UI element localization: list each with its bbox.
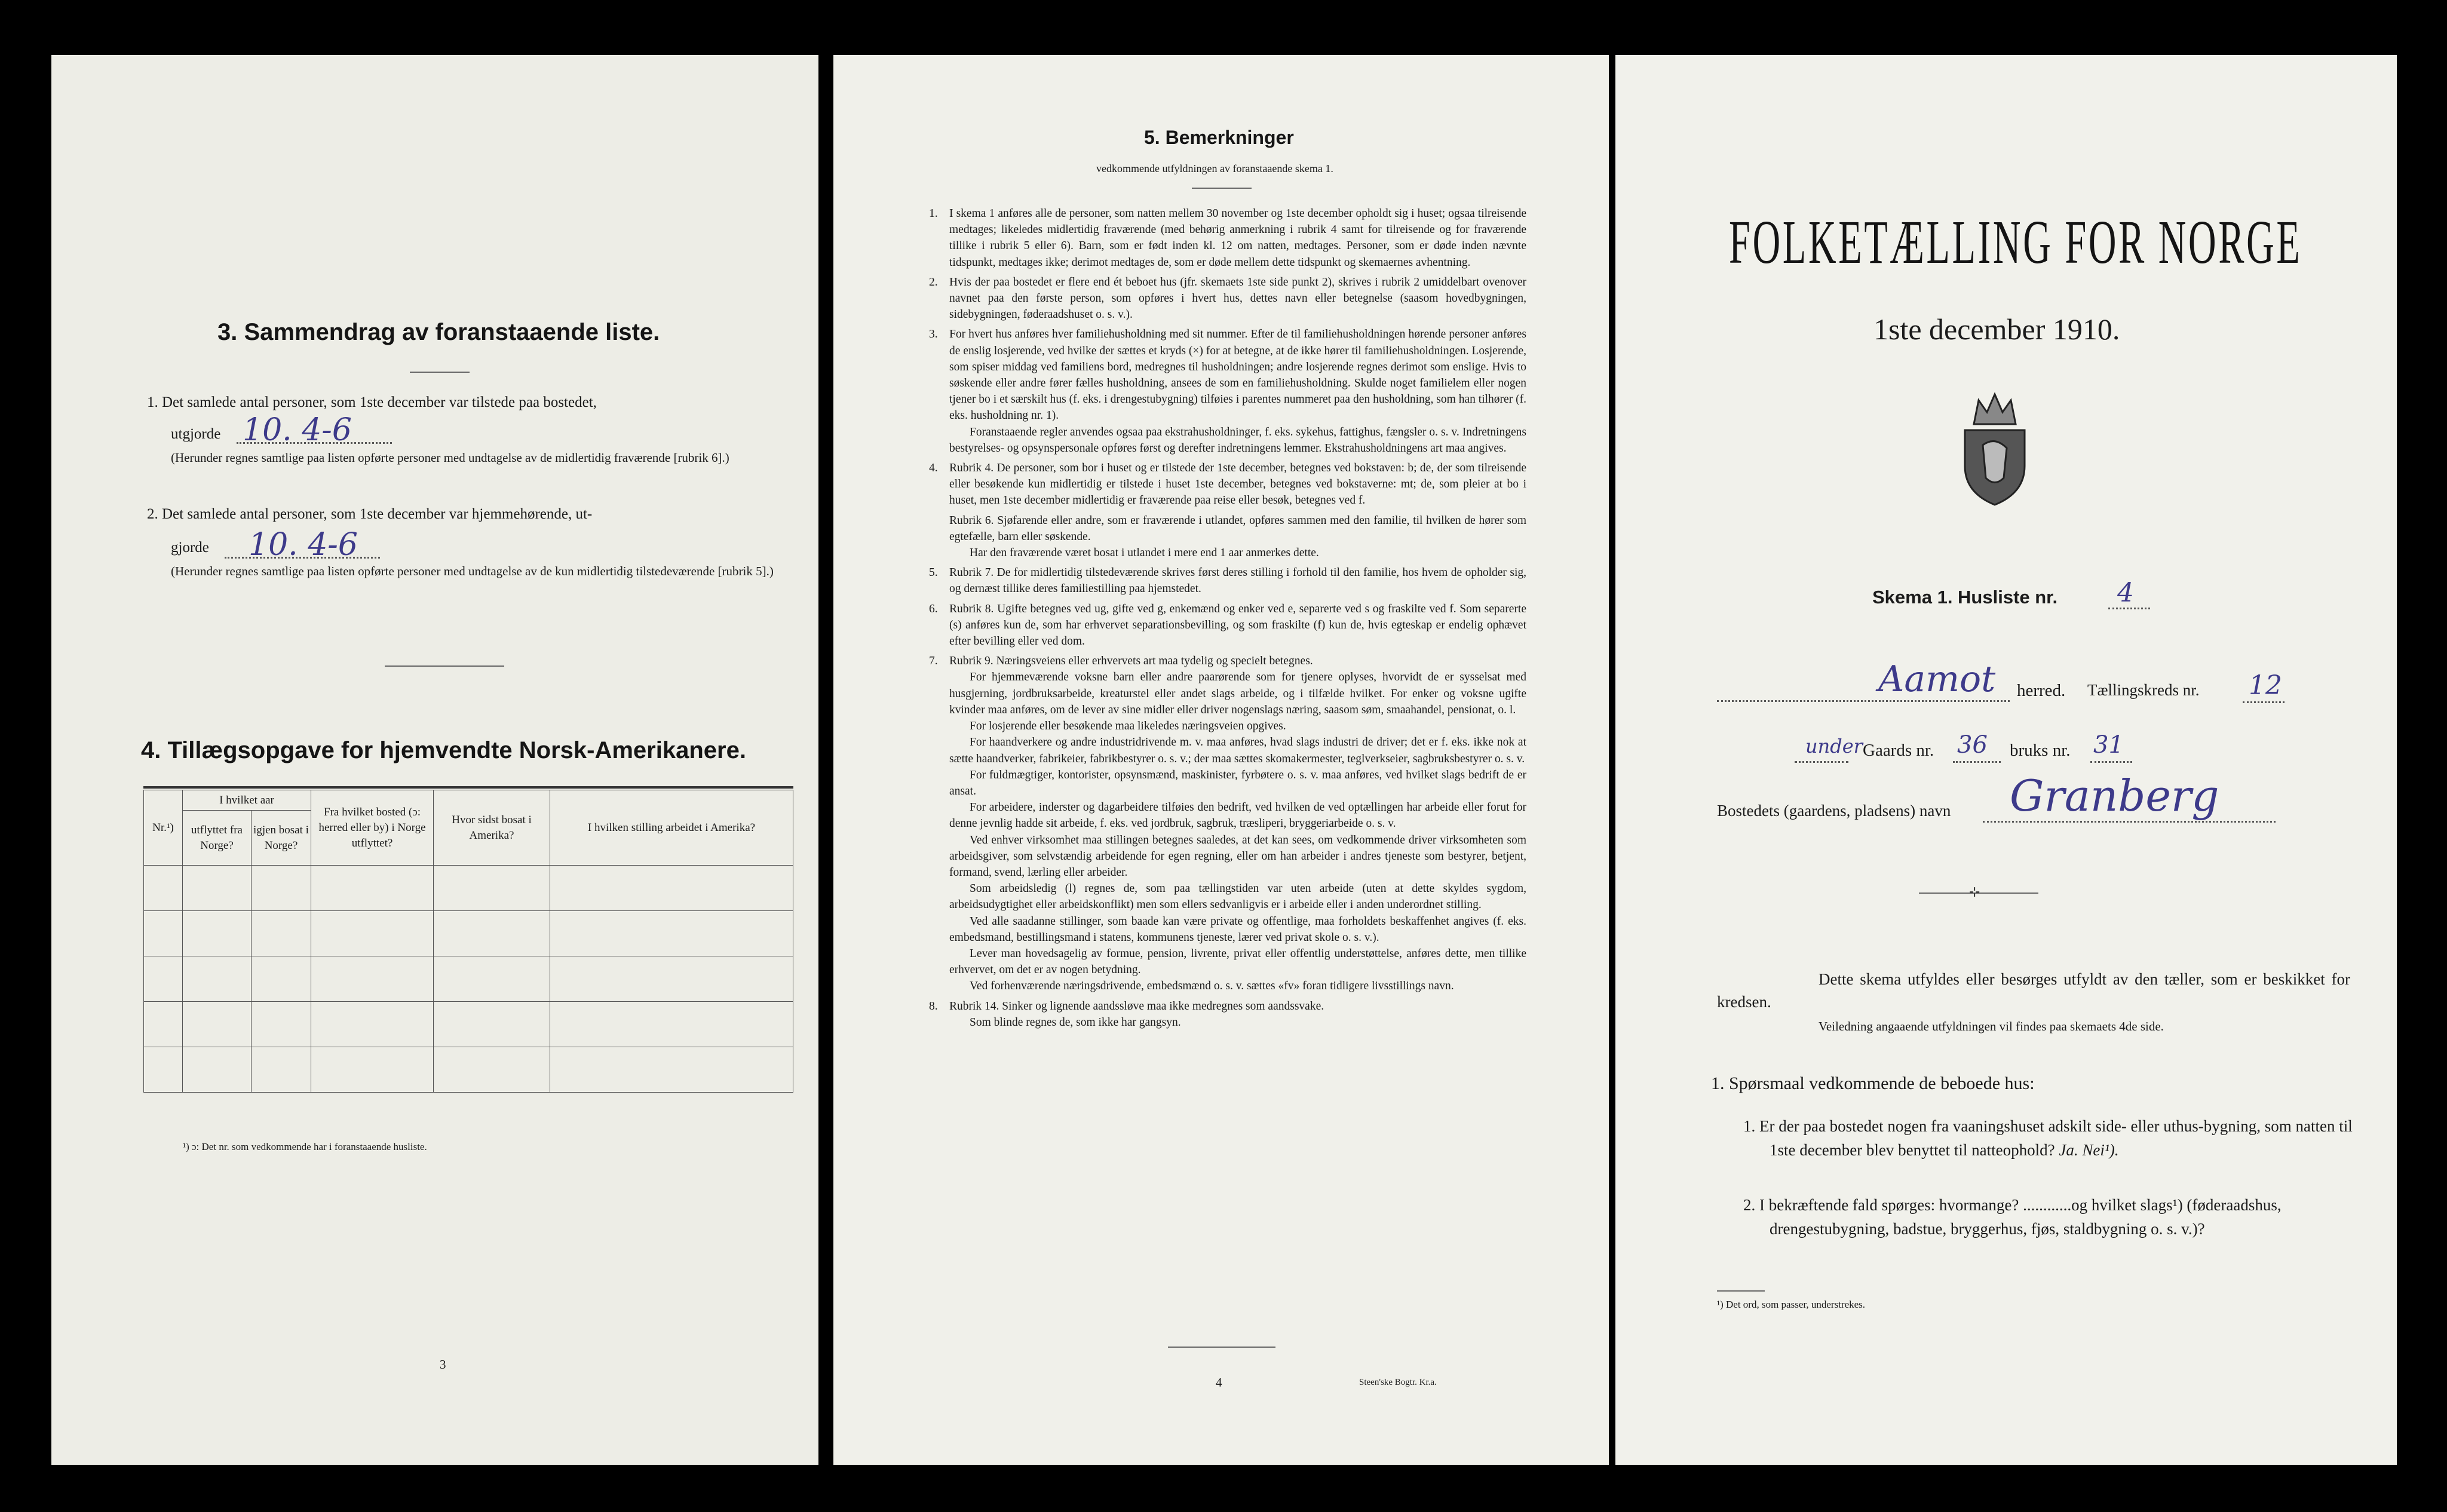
col-position: I hvilken stilling arbeidet i Amerika? xyxy=(550,790,793,866)
q1-note: (Herunder regnes samtlige paa listen opførte personer med undtagelse av de midlertidig fraværende [rubrik 6].) xyxy=(171,450,729,465)
col-nr: Nr.¹) xyxy=(144,790,183,866)
remark-item: 3. For hvert hus anføres hver familiehusholdning med sit nummer. Efter de til familiehusholdningen hørende personer anføres de enslig losjerende, ved hvilke der sættes et kryds (×) for at betegne, at de ikke hører til familiehusholdningen. Losjerende, som spiser middag ved familiens bord, medregnes til husholdningen; andre losjerende regnes derimot som enslige. Hvis to søskende eller andre fører fælles husholdning, ansees de som en familiehusholdning. Skulde noget familielem eller nogen tjener bo i et særskilt hus (f. eks. i drengestubygning) tilføies i parentes nummeret paa den husholdning, som han tilhører (f. eks. husholdning nr. 1). xyxy=(929,328,1526,422)
question-2: 2. I bekræftende fald spørges: hvormange? ............og hvilket slags¹) (føderaadshus, drengestubygning, badstue, bryggerhus, fjøs, staldbygning o. s. v.)? xyxy=(1743,1196,2282,1238)
q2-line: 2. Det samlede antal personer, som 1ste december var hjemmehørende, ut- xyxy=(147,506,593,522)
remarks-list xyxy=(929,206,1526,1031)
fill-line xyxy=(1795,761,1848,763)
remarks-heading: 5. Bemerkninger xyxy=(1144,127,1294,148)
bruk-label: bruks nr. xyxy=(2010,741,2071,760)
table-row xyxy=(144,866,793,911)
gaard-prefix-handwritten: under xyxy=(1805,735,1863,757)
remark-item: 7. Rubrik 9. Næringsveiens eller erhvervets art maa tydelig og specielt betegnes. xyxy=(929,655,1313,668)
remark-item: 8. Rubrik 14. Sinker og lignende aandssløve maa ikke medregnes som aandssvake. xyxy=(929,999,1324,1013)
divider xyxy=(1192,188,1252,189)
section3-heading: 3. Sammendrag av foranstaaende liste. xyxy=(217,319,660,345)
footnote: ¹) Det ord, som passer, understrekes. xyxy=(1717,1299,1866,1310)
table-row xyxy=(144,956,793,1002)
remark-item: 5. Rubrik 7. De for midlertidig tilstedeværende skrives først deres stilling i forhold til den familie, hos hvem de opholder sig, og dernæst tillike deres familiestilling paa hjemstedet. xyxy=(929,566,1526,596)
fill-line xyxy=(2090,761,2132,763)
schema-label: Skema 1. Husliste nr. xyxy=(1872,587,2058,608)
page-middle xyxy=(833,55,1609,1465)
col-from: Fra hvilket bosted (ɔ: herred eller by) i Norge utflyttet? xyxy=(311,790,434,866)
fill-line xyxy=(1717,700,2010,702)
remark-item: 4. Rubrik 4. De personer, som bor i huset og er tilstede der 1ste december, betegnes ved bokstaven: b; de, der som tilreisende eller besøkende kun midlertidig er tilstede i huset 1ste december, betegnes ved bokstaverne: mt; de, som pleier at bo i huset, men 1ste december midlertidig er fraværende paa reise eller besøk, betegnes ved f. xyxy=(929,462,1526,507)
q2-handwritten-value: 10. 4-6 xyxy=(249,527,358,563)
page-left xyxy=(51,55,818,1465)
remark-item: For hjemmeværende voksne barn eller andre paarørende som for tjenere oplyses, hvorvidt de er sysselsat med husgjerning, jordbruksarbeide, kreaturstel eller andet slags arbeide, og i tilfælde hvilket. For enker og voksne ugifte kvinder maa anføres, om de lever av sine midler eller driver nogenslags næring, saasom søm, smaahandel, pensionat, o. l. xyxy=(949,671,1526,716)
gaard-handwritten-value: 36 xyxy=(1957,731,1988,759)
bruk-handwritten-value: 31 xyxy=(2093,731,2124,759)
page-right xyxy=(1615,55,2397,1465)
norsk-amerikanere-table xyxy=(143,790,793,1093)
remark-item: Som arbeidsledig (l) regnes de, som paa tællingstiden var uten arbeide (uten at dette skyldes sygdom, arbeidsudygtighet eller arbeidskonflikt) men som ellers sedvanligvis er i arbeide eller i anden underordnet stilling. xyxy=(949,882,1526,912)
remark-item: Ved forhenværende næringsdrivende, embedsmænd o. s. v. sættes «fv» foran tidligere livsstillings navn. xyxy=(970,980,1454,993)
page-number: 4 xyxy=(1216,1375,1222,1390)
census-title: FOLKETÆLLING FOR NORGE xyxy=(1729,208,2302,277)
q1-handwritten-value: 10. 4-6 xyxy=(243,412,352,448)
divider xyxy=(385,665,504,667)
q1-line: 1. Det samlede antal personer, som 1ste december var tilstede paa bostedet, xyxy=(147,394,597,410)
question-1-answer: Ja. Nei¹). xyxy=(2059,1141,2119,1159)
divider xyxy=(1168,1347,1275,1348)
questions-heading: 1. Spørsmaal vedkommende de beboede hus: xyxy=(1711,1074,2035,1093)
col-where: Hvor sidst bosat i Amerika? xyxy=(434,790,550,866)
table-top-rule xyxy=(143,786,793,789)
remark-item: Rubrik 6. Sjøfarende eller andre, som er fraværende i utlandet, opføres sammen med den familie, til hvilken de hører som egtefælle, barn eller søskende. xyxy=(949,514,1526,543)
q2-prefix: gjorde xyxy=(171,539,209,556)
col-returned: igjen bosat i Norge? xyxy=(252,811,311,866)
fill-line xyxy=(1953,761,2001,763)
remark-item: Lever man hovedsagelig av formue, pension, livrente, privat eller offentlig understøttelse, anføres dette, men tillike erhvervet, om det er av nogen betydning. xyxy=(949,947,1526,977)
section4-heading: 4. Tillægsopgave for hjemvendte Norsk-Amerikanere. xyxy=(141,737,746,763)
remark-item: Foranstaaende regler anvendes ogsaa paa ekstrahusholdninger, f. eks. sykehus, fattighus, fængsler o. s. v. Indretningens bestyrelses- og opsynspersonale opføres først og derefter indretningens lemmer. Ekstrahusholdningens art maa angives. xyxy=(949,425,1526,455)
table-footnote: ¹) ɔ: Det nr. som vedkommende har i foranstaaende husliste. xyxy=(183,1141,427,1152)
gaard-label: Gaards nr. xyxy=(1863,741,1934,760)
table-row xyxy=(144,911,793,956)
remark-item: 1. I skema 1 anføres alle de personer, som natten mellem 30 november og 1ste december opholdt sig i huset; ogsaa tilreisende medtages; likeledes midlertidig fraværende (med behørig anmerkning i rubrik 4 samt for tilreisende og for fraværende tillike i rubrik 5 eller 6). Barn, som er født inden kl. 12 om natten, medtages. Personer, som er døde inden nævnte tidspunkt, medtages ikke; derimot medtages de, som er døde mellem dette tidspunkt og skemaernes avhentning. xyxy=(929,207,1526,269)
remark-item: 2. Hvis der paa bostedet er flere end ét beboet hus (jfr. skemaets 1ste side punkt 2), skrives i rubrik 2 umiddelbart ovenover navnet paa den første person, som opføres i hvert hus, dettes navn eller betegnelse (saasom hovedbygningen, sidebygningen, føderaadshuset o. s. v.). xyxy=(929,275,1526,321)
census-date: 1ste december 1910. xyxy=(1873,312,2120,346)
remark-item: Har den fraværende været bosat i utlandet i mere end 1 aar anmerkes dette. xyxy=(970,547,1319,560)
remark-item: For fuldmægtiger, kontorister, opsynsmænd, maskinister, fyrbøtere o. s. v. maa anføres, ved hvilket slags bedrift de er ansat. xyxy=(949,768,1526,798)
instruction-note: Veiledning angaaende utfyldningen vil findes paa skemaets 4de side. xyxy=(1819,1019,2164,1033)
printer-imprint: Steen'ske Bogtr. Kr.a. xyxy=(1359,1378,1437,1387)
question-1: 1. Er der paa bostedet nogen fra vaaningshuset adskilt side- eller uthus-bygning, som natten til 1ste december blev benyttet til natteophold? Ja. Nei¹). xyxy=(1743,1117,2353,1159)
q1-prefix: utgjorde xyxy=(171,426,221,442)
coat-of-arms-icon xyxy=(1956,388,2034,508)
herred-handwritten-value: Aamot xyxy=(1878,658,1996,700)
kreds-label: Tællingskreds nr. xyxy=(2087,681,2200,699)
col-year-group: I hvilket aar xyxy=(183,790,311,811)
remark-item: Som blinde regnes de, som ikke har gangsyn. xyxy=(970,1016,1181,1029)
divider xyxy=(1717,1290,1765,1292)
col-emigrated: utflyttet fra Norge? xyxy=(183,811,252,866)
fill-line xyxy=(1983,821,2276,823)
ornament: ⊹ xyxy=(1969,884,1980,899)
remark-item: Ved enhver virksomhet maa stillingen betegnes saaledes, at det kan sees, om vedkommende driver virksomheten som arbeidsgiver, som selvstændig arbeidende for egen regning, eller om han arbeider i andres tjeneste som bestyrer, betjent, formand, svend, lærling eller arbeider. xyxy=(949,833,1526,879)
bosted-label: Bostedets (gaardens, pladsens) navn xyxy=(1717,802,1951,820)
kreds-handwritten-value: 12 xyxy=(2249,670,2282,701)
bosted-handwritten-value: Granberg xyxy=(2010,771,2219,821)
instruction: Dette skema utfyldes eller besørges utfyldt av den tæller, som er beskikket for kredsen. xyxy=(1717,970,2350,1011)
remark-item: 6. Rubrik 8. Ugifte betegnes ved ug, gifte ved g, enkemænd og enker ved e, separerte ved s og fraskilte ved f. Som separerte (s) anføres kun de, som har erhvervet separationsbevilling, og som fraskilte (f) kun de, hvis egteskap er endelig ophævet efter bevilling eller ved dom. xyxy=(929,602,1526,648)
table-row xyxy=(144,1047,793,1093)
divider xyxy=(410,372,470,373)
schema-handwritten-value: 4 xyxy=(2117,578,2134,608)
page-number: 3 xyxy=(440,1357,446,1372)
remark-item: For haandverkere og andre industridrivende m. v. maa anføres, hvad slags industri de driver; det er f. eks. ikke nok at sætte haandverker, fabrikeier, fabrikbestyrer o. s. v.; der maa sættes skomakermester, teglverkseier, sagbruksbestyrer o. s. v. xyxy=(949,736,1526,765)
q2-note: (Herunder regnes samtlige paa listen opførte personer med undtagelse av de kun midlertidig tilstedeværende [rubrik 5].) xyxy=(171,564,774,578)
table-row xyxy=(144,1002,793,1047)
remark-item: For losjerende eller besøkende maa likeledes næringsveien opgives. xyxy=(970,720,1286,733)
fill-line xyxy=(2243,701,2285,703)
herred-label: herred. xyxy=(2017,681,2066,700)
remark-item: Ved alle saadanne stillinger, som baade kan være private og offentlige, maa forholdets beskaffenhet angives (f. eks. embedsmand, bestillingsmand i statens, kommunens tjeneste, lærer ved privat skole o. s. v.). xyxy=(949,915,1526,944)
remarks-subheading: vedkommende utfyldningen av foranstaaende skema 1. xyxy=(1096,162,1333,174)
remark-item: For arbeidere, inderster og dagarbeidere tilføies den bedrift, ved hvilken de ved optællingen har arbeide eller forut for denne jevnlig hadde sit arbeide, f. eks. ved jordbruk, sagbruk, træsliperi, bryggeriarbeide o. s. v. xyxy=(949,801,1526,830)
